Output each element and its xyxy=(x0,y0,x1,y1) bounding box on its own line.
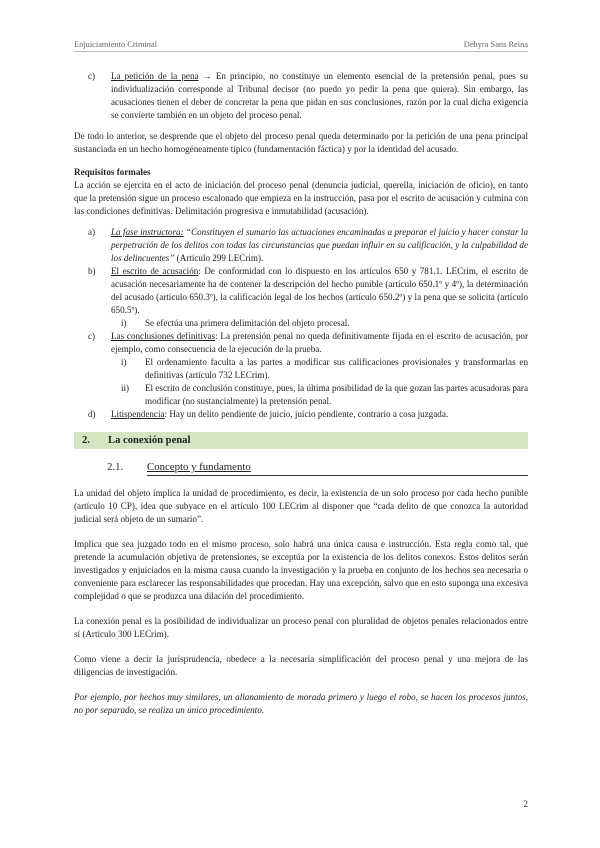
sublist-text: Se efectúa una primera delimitación del objeto procesal. xyxy=(145,318,350,328)
litispendencia-text: : Hay un delito pendiente de juicio, juicio pendiente, contrario a cosa juzgada. xyxy=(164,409,449,419)
sublist-item xyxy=(74,356,528,382)
list-label: d) xyxy=(88,409,96,419)
list-label: c) xyxy=(88,71,96,81)
quote-299: “Constituyen el sumario las actuaciones encaminadas a preparar el juicio y hacer constar la perpetración de los delitos con todas las circunstancias que puedan influir en su calificación, y la culpabilidad de los delincuentes” xyxy=(111,227,528,263)
sublist-label: i) xyxy=(121,318,127,328)
sublist-item xyxy=(74,317,528,330)
header-divider xyxy=(74,51,528,52)
list-item-fase-instructora xyxy=(74,226,528,265)
sublist-item xyxy=(74,382,528,408)
list-item-petition xyxy=(74,70,528,122)
ref-299: (Artículo 299 LECrim). xyxy=(174,253,264,263)
section-number: 2. xyxy=(82,435,90,446)
example-paragraph: Por ejemplo, por hechos muy similares, un allanamiento de morada primero y luego el robo, se hacen los procesos juntos, no por separado, se realiza un único procedimiento. xyxy=(74,692,528,715)
sublist-label: i) xyxy=(121,357,127,367)
term-fase-instructora: La fase instructora: xyxy=(111,227,184,237)
list-item-litispendencia xyxy=(74,408,528,421)
conclusiones-text: : La pretensión penal no queda definitivamente fijada en el escrito de acusación, por ejemplo, como consecuencia de la ejecución de la prueba. xyxy=(111,331,528,354)
escrito-text: : De conformidad con lo dispuesto en los artículos 650 y 781.1. LECrim, el escrito de acusación necesariamente ha de contener la descripción del hecho punible (artículo 650.1º y 4º), la determinación del acusado (artículo 650.3º), la calificación legal de los hechos (artículo 650.2º) y la pena que se solicita (artículo 650.5º). xyxy=(111,266,528,315)
paragraph: Como viene a decir la jurisprudencia, obedece a la necesaria simplificación del proceso penal y una mejora de las diligencias de investigación. xyxy=(74,654,528,677)
list-item-conclusiones xyxy=(74,330,528,356)
subsection-number: 2.1. xyxy=(107,461,124,473)
section-title: La conexión penal xyxy=(108,435,191,446)
header-right: Dehyra Sans Reina xyxy=(463,40,528,49)
subsection-title-rule xyxy=(147,459,528,476)
term-conclusiones: Las conclusiones definitivas xyxy=(111,331,216,341)
term-escrito-acusacion: El escrito de acusación xyxy=(111,266,199,276)
list-label: a) xyxy=(88,227,96,237)
paragraph: Implica que sea juzgado todo en el mismo proceso, solo habrá una única causa e instrucción. Esta regla como tal, que pretende la acumulación objetiva de pretensiones, se exceptúa por la existencia de los delitos conexos. Estos delitos serán investigados y enjuiciados en la misma causa cuando la investigación y la prueba en conjunto de los hechos sea necesaria o conveniente para esclarecer las responsabilidades que procedan. Hay una excepción, salvo que en esto suponga una excesiva complejidad o que se produzca una dilación del procedimiento. xyxy=(74,539,528,601)
sublist-text: El escrito de conclusión constituye, pues, la última posibilidad de la que gozan las partes acusadoras para modificar (no sustancialmente) la pretensión penal. xyxy=(145,383,528,406)
sublist-label: ii) xyxy=(121,383,130,393)
list-label: b) xyxy=(88,266,96,276)
sublist-text: El ordenamiento faculta a las partes a modificar sus calificaciones provisionales y transformarlas en definitivas (artículo 732 LECrim). xyxy=(145,357,528,380)
page-content xyxy=(74,70,528,717)
conclusion-paragraph: De todo lo anterior, se desprende que el objeto del proceso penal queda determinado por la petición de una pena principal sustanciada en un hecho homogéneamente típico (fundamentación fáctica) y por la identidad del acusado. xyxy=(74,131,528,154)
page-number: 2 xyxy=(523,799,528,809)
paragraph: La conexión penal es la posibilidad de individualizar un proceso penal con pluralidad de objetos penales relacionados entre sí (Artículo 300 LECrim). xyxy=(74,616,528,639)
list-label: c) xyxy=(88,331,96,341)
header-left: Enjuiciamiento Criminal xyxy=(74,40,158,49)
requisitos-intro: La acción se ejercita en el acto de iniciación del proceso penal (denuncia judicial, querella, iniciación de oficio), en tanto que la pretensión sigue un proceso escalonado que empieza en la instrucción, pasa por el escrito de acusación y culmina con las condiciones definitivas. Delimitación progresiva e inmutabilidad (acusación). xyxy=(74,180,528,216)
paragraph: La unidad del objeto implica la unidad de procedimiento, es decir, la existencia de un solo proceso por cada hecho punible (artículo 10 CP), idea que subyace en el artículo 100 LECrim al disponer que “cada delito de que conozca la autoridad judicial será objeto de un sumario”. xyxy=(74,488,528,524)
term-petition: La petición de la pena xyxy=(111,71,199,81)
term-litispendencia: Litispendencia xyxy=(111,409,165,419)
arrow: → xyxy=(198,71,216,81)
subsection-title: Concepto y fundamento xyxy=(147,461,251,473)
subsection-heading xyxy=(74,459,528,475)
petition-text: En principio, no constituye un elemento esencial de la pretensión penal, pues su individualización corresponde al Tribunal decisor (no puedo yo pedir la pena que quiera). Sin embargo, las acusaciones tienen el deber de concretar la pena que pidan en sus conclusiones, razón por la cual dicha exigencia se convierte también en un objeto del proceso penal. xyxy=(111,71,529,120)
requisitos-heading: Requisitos formales xyxy=(74,167,151,177)
list-item-escrito-acusacion xyxy=(74,265,528,317)
section-heading xyxy=(74,432,528,449)
